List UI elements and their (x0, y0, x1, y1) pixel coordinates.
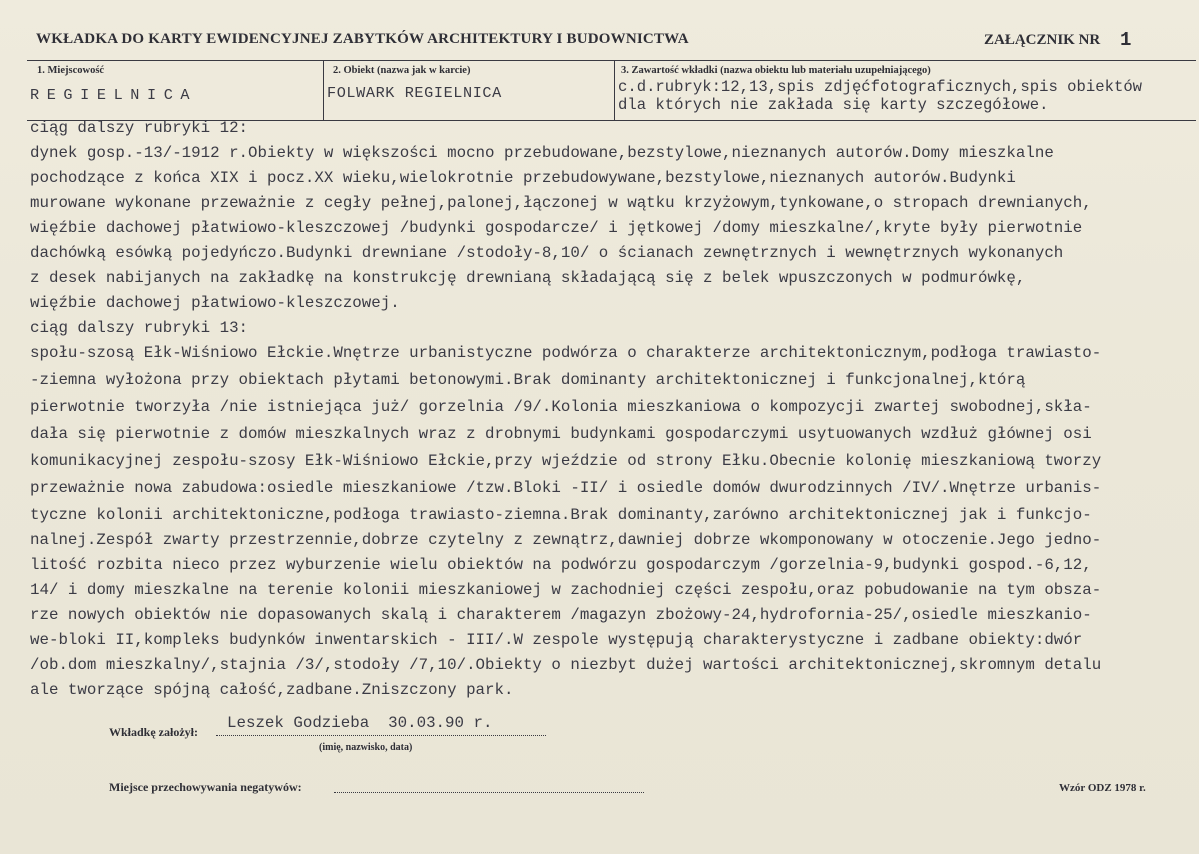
form-model-label: Wzór ODZ 1978 r. (1059, 782, 1146, 794)
form-title: WKŁADKA DO KARTY EWIDENCYJNEJ ZABYTKÓW ARCHITEKTURY I BUDOWNICTWA (36, 31, 689, 47)
body-line: ciąg dalszy rubryki 13: (30, 319, 249, 337)
object-value: FOLWARK REGIELNICA (327, 84, 502, 102)
header-table-top-border (27, 60, 1196, 61)
founder-caption: (imię, nazwisko, data) (319, 742, 413, 753)
content-value-line: dla których nie zakłada się karty szczegółowe. (618, 96, 1049, 114)
header-table-divider-1 (323, 60, 324, 121)
founder-label: Wkładkę założył: (109, 725, 198, 739)
founder-value: Leszek Godzieba 30.03.90 r. (227, 714, 493, 732)
negatives-label: Miejsce przechowywania negatywów: (109, 780, 302, 794)
body-line: ciąg dalszy rubryki 12: (30, 119, 249, 137)
body-line: dachówką esówką pojedyńczo.Budynki drewniane /stodoły-8,10/ o ścianach zewnętrznych i wewnętrznych wykonanych (30, 244, 1064, 262)
object-label: 2. Obiekt (nazwa jak w karcie) (333, 65, 471, 76)
body-line: pochodzące z końca XIX i pocz.XX wieku,wielokrotnie przebudowywane,bezstylowe,nieznanych autorów.Budynki (30, 169, 1016, 187)
body-line: ale tworzące spójną całość,zadbane.Zniszczony park. (30, 681, 514, 699)
body-line: społu-szosą Ełk-Wiśniowo Ełckie.Wnętrze urbanistyczne podwórza o charakterze architektonicznym,podłoga trawiasto- (30, 344, 1102, 362)
content-value-line: c.d.rubryk:12,13,spis zdjęćfotograficznych,spis obiektów (618, 78, 1143, 96)
body-line: pierwotnie tworzyła /nie istniejąca już/ gorzelnia /9/.Kolonia mieszkaniowa o kompozycji zwartej swobodnej,skła- (30, 398, 1092, 416)
body-line: 14/ i domy mieszkalne na terenie kolonii mieszkaniowej w zachodniej części zespołu,oraz pobudowanie na tym obsza- (30, 581, 1102, 599)
founder-underline (216, 735, 546, 736)
body-line: murowane wykonane przeważnie z cegły pełnej,palonej,łączonej w wątku krzyżowym,tynkowane,o stropach drewnianych, (30, 194, 1092, 212)
body-line: -ziemna wyłożona przy obiektach płytami betonowymi.Brak dominanty architektonicznej i funkcjonalnej,którą (30, 371, 1026, 389)
negatives-underline (334, 792, 644, 793)
locality-value: REGIELNICA (30, 86, 198, 104)
body-line: więźbie dachowej płatwiowo-kleszczowej /budynki gospodarcze/ i jętkowej /domy mieszkalne/,kryte były pierwotnie (30, 219, 1083, 237)
body-line: więźbie dachowej płatwiowo-kleszczowej. (30, 294, 400, 312)
annex-number: 1 (1120, 29, 1132, 51)
body-line: dała się pierwotnie z domów mieszkalnych wraz z drobnymi budynkami gospodarczymi usytuowanych wzdłuż głównej osi (30, 425, 1092, 443)
body-line: komunikacyjnej zespołu-szosy Ełk-Wiśniowo Ełckie,przy wjeździe od strony Ełku.Obecnie kolonię mieszkaniową tworzy (30, 452, 1102, 470)
body-line: z desek nabijanych na zakładkę na konstrukcję drewnianą składającą się z belek wpuszczonych w podmurówkę, (30, 269, 1026, 287)
header-table-divider-2 (614, 60, 615, 121)
content-label: 3. Zawartość wkładki (nazwa obiektu lub materiału uzupełniającego) (621, 65, 931, 76)
locality-label: 1. Miejscowość (37, 65, 105, 76)
body-line: rze nowych obiektów nie dopasowanych skalą i charakterem /magazyn zbożowy-24,hydrofornia-25/,osiedle mieszkanio- (30, 606, 1092, 624)
annex-label: ZAŁĄCZNIK NR (984, 32, 1101, 48)
body-line: tyczne kolonii architektoniczne,podłoga trawiasto-ziemna.Brak dominanty,zarówno architektonicznej jak i funkcjo- (30, 506, 1092, 524)
body-line: nalnej.Zespół zwarty przestrzennie,dobrze czytelny z zewnątrz,dawniej dobrze wkomponowany w otoczenie.Jego jedno- (30, 531, 1102, 549)
body-line: we-bloki II,kompleks budynków inwentarskich - III/.W zespole występują charakterystyczne i zadbane obiekty:dwór (30, 631, 1083, 649)
body-line: /ob.dom mieszkalny/,stajnia /3/,stodoły /7,10/.Obiekty o niezbyt dużej wartości architektonicznej,skromnym detalu (30, 656, 1102, 674)
body-line: litość rozbita nieco przez wyburzenie wielu obiektów na podwórzu gospodarczym /gorzelnia-9,budynki gospod.-6,12, (30, 556, 1092, 574)
body-line: przeważnie nowa zabudowa:osiedle mieszkaniowe /tzw.Bloki -II/ i osiedle domów dwurodzinnych /IV/.Wnętrze urbanis- (30, 479, 1102, 497)
body-line: dynek gosp.-13/-1912 r.Obiekty w większości mocno przebudowane,bezstylowe,nieznanych autorów.Domy mieszkalne (30, 144, 1054, 162)
